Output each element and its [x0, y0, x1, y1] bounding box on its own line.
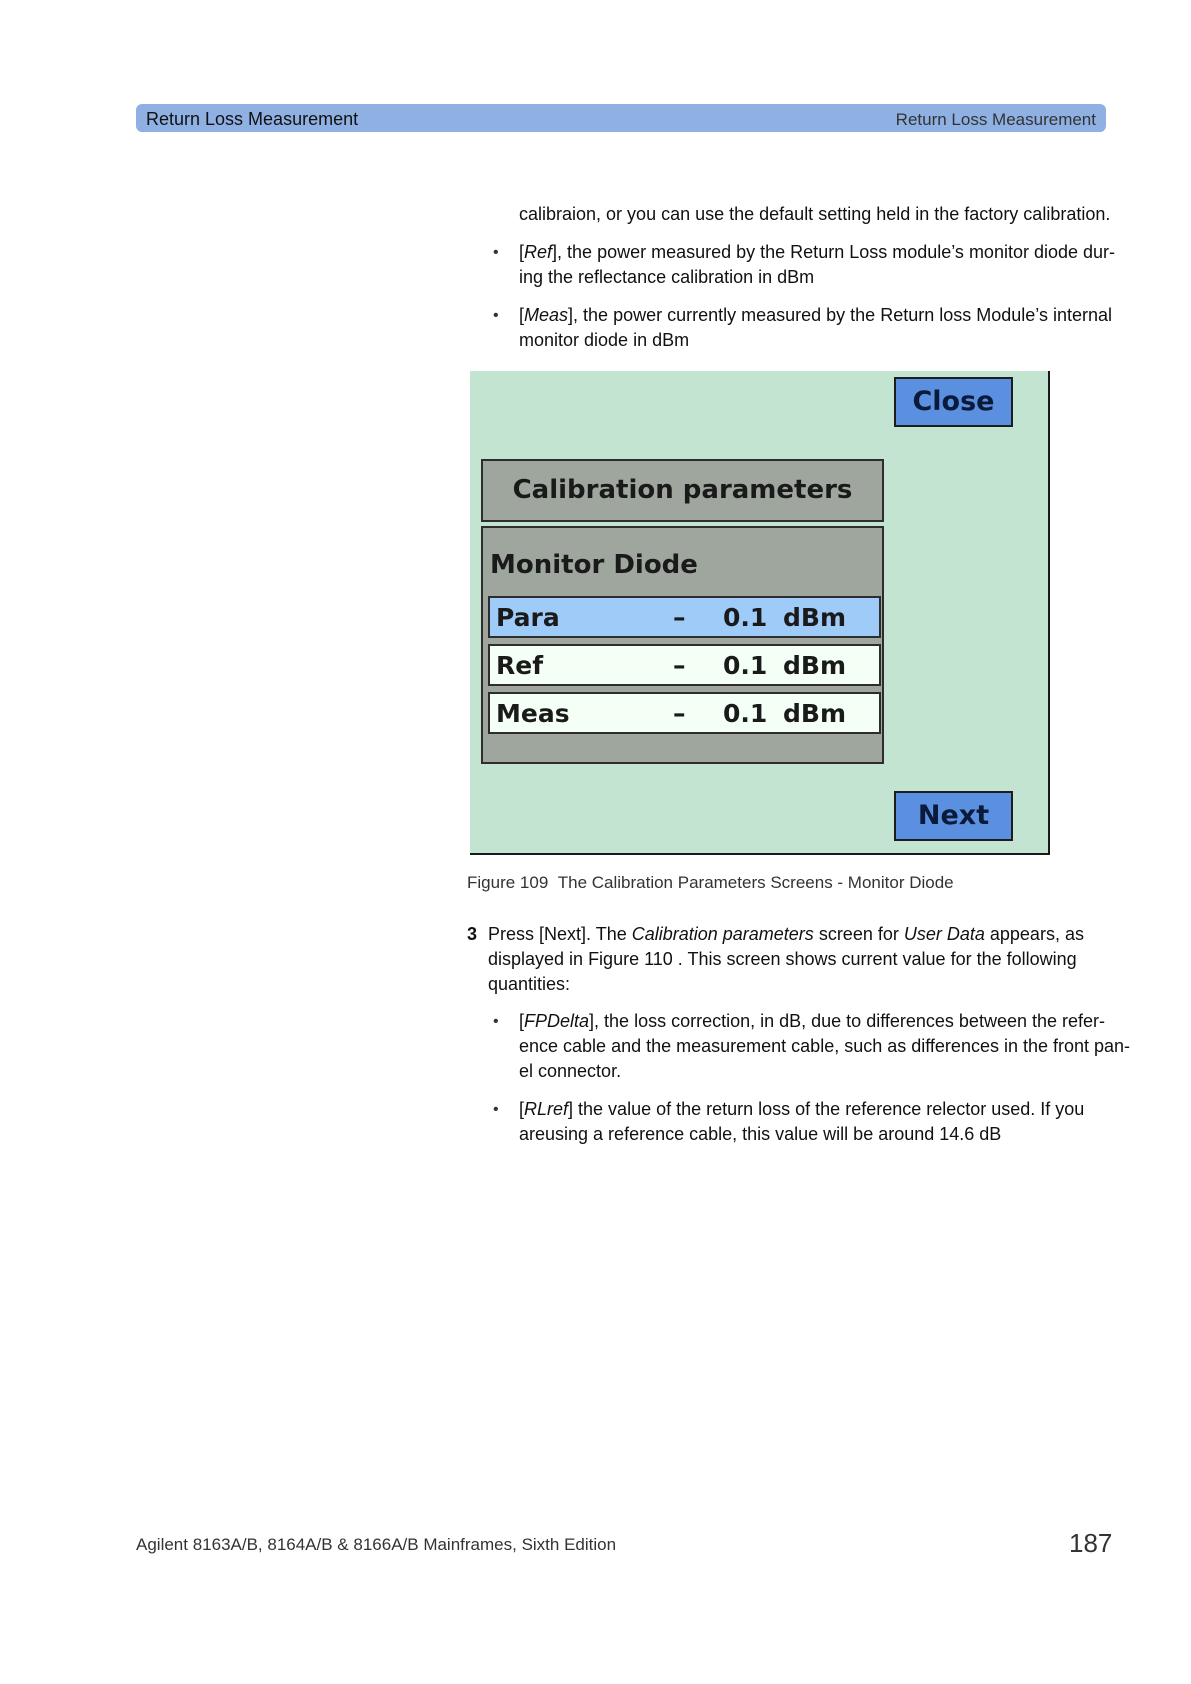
- figure-title: The Calibration Parameters Screens - Monitor Diode: [557, 873, 954, 892]
- param-value: 0.1: [723, 651, 768, 680]
- continuation-text: calibraion, or you can use the default setting held in the factory calibration.: [519, 204, 1111, 224]
- bullet-ref-line2: ing the reflectance calibration in dBm: [519, 267, 815, 287]
- param-unit: dBm: [783, 651, 847, 680]
- step3-line1: Press [Next]. The Calibration parameters screen for User Data appears, as: [488, 924, 1084, 944]
- bullet-rlref-line2: areusing a reference cable, this value will be around 14.6 dB: [519, 1124, 1002, 1144]
- param-row-meas[interactable]: [488, 692, 881, 734]
- param-unit: dBm: [783, 603, 847, 632]
- term-fpdelta: FPDelta: [524, 1011, 590, 1031]
- param-sign: –: [673, 603, 686, 632]
- param-row-para[interactable]: [488, 596, 881, 638]
- parameters-panel: [481, 526, 884, 764]
- param-value: 0.1: [723, 699, 768, 728]
- param-sign: –: [673, 699, 686, 728]
- term-rlref: RLref: [524, 1099, 569, 1119]
- running-header: [136, 104, 1106, 132]
- bullet-meas-line1: [Meas], the power currently measured by the Return loss Module’s internal: [519, 305, 1112, 325]
- bullet-mark: •: [493, 244, 499, 261]
- param-name: Meas: [496, 699, 570, 728]
- step-number: 3: [467, 924, 478, 944]
- param-row-ref[interactable]: [488, 644, 881, 686]
- bullet-meas-line2: monitor diode in dBm: [519, 330, 690, 350]
- step3-line3: quantities:: [488, 974, 571, 994]
- screen-title: Calibration parameters: [481, 459, 884, 522]
- bullet-mark: •: [493, 1101, 499, 1118]
- figure-caption: [467, 873, 954, 893]
- header-section-title: Return Loss Measurement: [146, 109, 359, 129]
- section-label: Monitor Diode: [490, 550, 698, 580]
- bullet-fpdelta-line2: ence cable and the measurement cable, such as differences in the front pan-: [519, 1036, 1131, 1056]
- param-unit: dBm: [783, 699, 847, 728]
- bullet-rlref-line1: [RLref] the value of the return loss of the reference relector used. If you: [519, 1099, 1085, 1119]
- calibration-parameters-screen: [470, 371, 1050, 855]
- step3-line2: displayed in Figure 110 . This screen shows current value for the following: [488, 949, 1077, 969]
- bullet-fpdelta-line3: el connector.: [519, 1061, 622, 1081]
- bullet-mark: •: [493, 1013, 499, 1030]
- close-button[interactable]: Close: [894, 377, 1013, 427]
- figure-label: Figure 109: [467, 873, 549, 892]
- next-button[interactable]: Next: [894, 791, 1013, 841]
- param-name: Para: [496, 603, 560, 632]
- bullet-ref-line1: [Ref], the power measured by the Return Loss module’s monitor diode dur-: [519, 242, 1116, 262]
- term-meas: Meas: [524, 305, 569, 325]
- term-ref: Ref: [524, 242, 553, 262]
- page-number: 187: [1069, 1528, 1113, 1558]
- footer-publication: Agilent 8163A/B, 8164A/B & 8166A/B Mainframes, Sixth Edition: [136, 1535, 617, 1554]
- param-name: Ref: [496, 651, 544, 680]
- bullet-fpdelta-line1: [FPDelta], the loss correction, in dB, due to differences between the refer-: [519, 1011, 1105, 1031]
- header-chapter-title: Return Loss Measurement: [895, 110, 1096, 129]
- bullet-mark: •: [493, 307, 499, 324]
- param-sign: –: [673, 651, 686, 680]
- param-value: 0.1: [723, 603, 768, 632]
